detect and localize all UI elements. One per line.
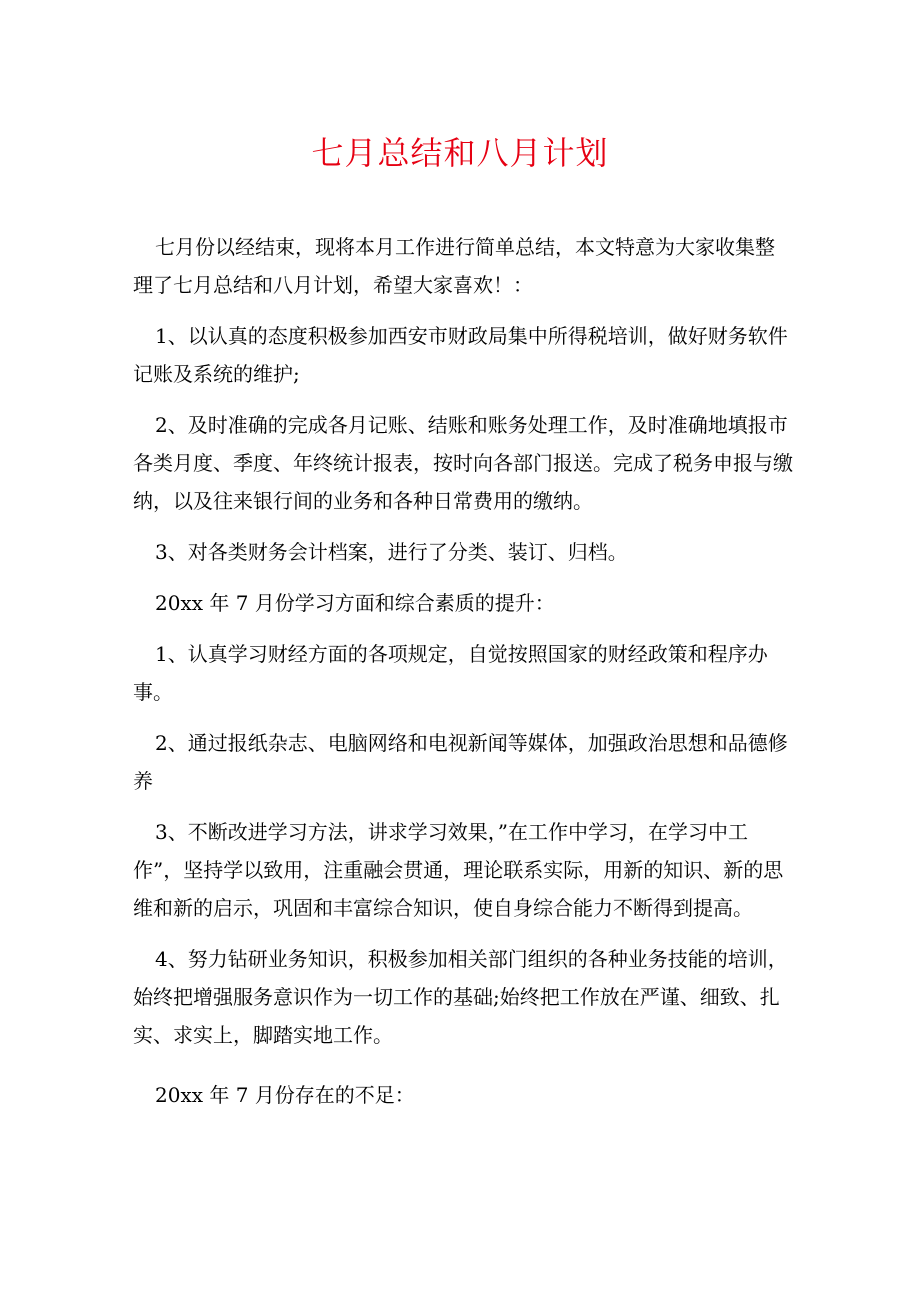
study-item-2: 2、通过报纸杂志、电脑网络和电视新闻等媒体，加强政治思想和品德修养 — [133, 731, 788, 793]
section-heading-study: 20xx 年 7 月份学习方面和综合素质的提升： — [155, 591, 555, 615]
page-title: 七月总结和八月计划 — [311, 134, 609, 172]
summary-item-2: 2、及时准确的完成各月记账、结账和账务处理工作，及时准确地填报市各类月度、季度、年终统计报表，按时向各部门报送。完成了税务申报与缴纳，以及往来银行间的业务和各种日常费用的缴纳。 — [133, 413, 793, 513]
document-body — [133, 228, 793, 1127]
study-item-3: 3、不断改进学习方法，讲求学习效果，”在工作中学习，在学习中工作”，坚持学以致用，注重融会贯通，理论联系实际，用新的知识、新的思维和新的启示，巩固和丰富综合知识，使自身综合能力不断得到提高。 — [133, 820, 784, 920]
study-item-4: 4、努力钻研业务知识，积极参加相关部门组织的各种业务技能的培训，始终把增强服务意识作为一切工作的基础;始终把工作放在严谨、细致、扎实、求实上，脚踏实地工作。 — [133, 947, 788, 1047]
study-item-1: 1、认真学习财经方面的各项规定，自觉按照国家的财经政策和程序办事。 — [133, 642, 768, 704]
summary-item-1: 1、以认真的态度积极参加西安市财政局集中所得税培训，做好财务软件记账及系统的维护; — [133, 324, 788, 386]
section-heading-shortcomings: 20xx 年 7 月份存在的不足： — [155, 1083, 415, 1107]
summary-item-3: 3、对各类财务会计档案，进行了分类、装订、归档。 — [155, 540, 628, 564]
intro-paragraph: 七月份以经结束，现将本月工作进行简单总结，本文特意为大家收集整理了七月总结和八月计划，希望大家喜欢！： — [133, 235, 775, 297]
